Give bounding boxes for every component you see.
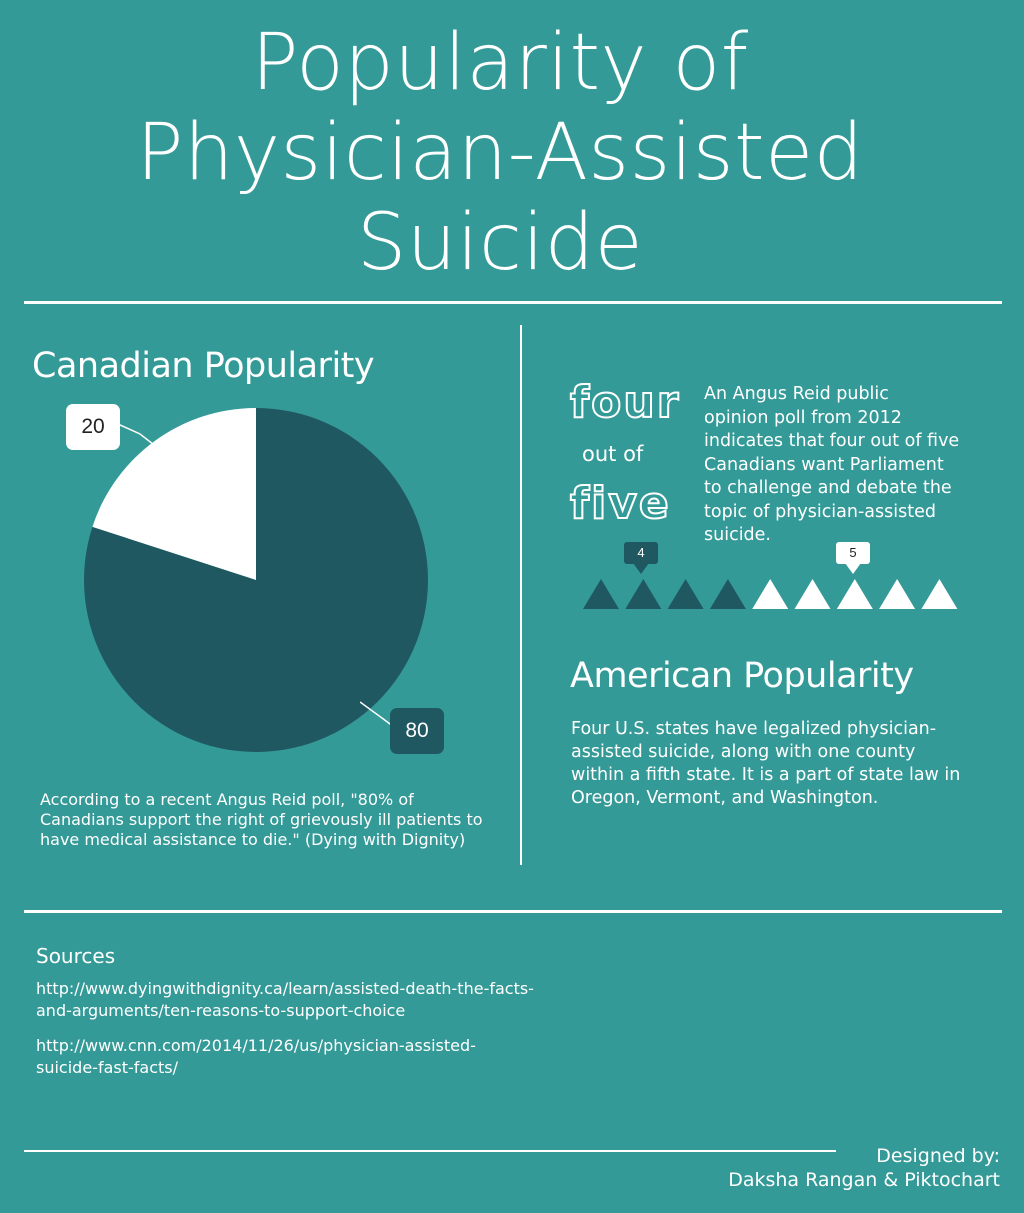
american-text-line-4: Oregon, Vermont, and Washington. bbox=[571, 788, 879, 808]
triangle-icon bbox=[710, 579, 746, 609]
title-line-2: Physician-Assisted bbox=[136, 108, 864, 198]
designer-credit bbox=[620, 1144, 1000, 1192]
american-text-line-3: within a fifth state. It is a part of state law in bbox=[571, 765, 961, 785]
triangle-icon bbox=[837, 579, 873, 609]
pictograph-badge-5 bbox=[836, 542, 870, 564]
source-link-2-line-2: suicide-fast-facts/ bbox=[36, 1058, 178, 1077]
source-link-2-line-1: http://www.cnn.com/2014/11/26/us/physician-assisted- bbox=[36, 1036, 476, 1055]
american-heading: American Popularity bbox=[570, 656, 914, 696]
source-link-1[interactable] bbox=[36, 978, 636, 1022]
title-line-1: Popularity of bbox=[251, 18, 749, 108]
page-title bbox=[0, 18, 1000, 288]
top-divider bbox=[24, 301, 1002, 304]
canadian-caption-line-2: Canadians support the right of grievously ill patients to bbox=[40, 810, 483, 829]
pictograph-data-label-4: 4 bbox=[624, 542, 658, 564]
big-word-four: four bbox=[570, 377, 681, 428]
center-divider bbox=[520, 325, 522, 865]
four-of-five-text-line-6: topic of physician-assisted bbox=[704, 501, 936, 522]
pie-callout-20 bbox=[66, 404, 120, 450]
word-out-of: out of bbox=[582, 442, 644, 466]
four-of-five-text-line-7: suicide. bbox=[704, 525, 771, 545]
canadian-heading: Canadian Popularity bbox=[32, 346, 375, 386]
triangle-icon bbox=[625, 579, 661, 609]
triangle-icon bbox=[583, 579, 619, 609]
canadian-caption bbox=[40, 790, 510, 850]
four-of-five-text-line-1: An Angus Reid public bbox=[704, 384, 889, 404]
american-text bbox=[571, 718, 1011, 810]
pie-callout-80 bbox=[390, 708, 444, 754]
canadian-caption-line-1: According to a recent Angus Reid poll, "80% of bbox=[40, 790, 414, 809]
canadian-caption-line-3: have medical assistance to die." (Dying with Dignity) bbox=[40, 830, 466, 849]
pictograph-badge-5-pointer bbox=[845, 563, 861, 575]
pie-data-label-20: 20 bbox=[66, 404, 120, 450]
pie-callout-20-pointer bbox=[118, 420, 158, 450]
source-link-1-line-2: and-arguments/ten-reasons-to-support-choice bbox=[36, 1001, 406, 1020]
triangle-icon bbox=[795, 579, 831, 609]
four-of-five-text-line-4: Canadians want Parliament bbox=[704, 454, 944, 475]
triangle-icon bbox=[879, 579, 915, 609]
four-of-five-text-line-5: to challenge and debate the bbox=[704, 478, 952, 498]
credit-line-2: Daksha Rangan & Piktochart bbox=[728, 1169, 1000, 1191]
pictograph-triangles bbox=[583, 579, 957, 609]
source-link-2[interactable] bbox=[36, 1035, 636, 1079]
title-line-3: Suicide bbox=[356, 198, 644, 288]
pictograph-badge-4 bbox=[624, 542, 658, 564]
pictograph-badge-4-pointer bbox=[633, 563, 649, 575]
source-link-1-line-1: http://www.dyingwithdignity.ca/learn/assisted-death-the-facts- bbox=[36, 979, 534, 998]
american-text-line-1: Four U.S. states have legalized physician- bbox=[571, 719, 937, 739]
american-text-line-2: assisted suicide, along with one county bbox=[571, 742, 916, 762]
triangle-icon bbox=[921, 579, 957, 609]
triangle-icon bbox=[752, 579, 788, 609]
big-word-five: five bbox=[570, 478, 671, 529]
four-of-five-text bbox=[704, 383, 1004, 548]
sources-heading: Sources bbox=[36, 944, 116, 968]
credit-line-1: Designed by: bbox=[876, 1145, 1000, 1167]
triangle-icon bbox=[668, 579, 704, 609]
four-of-five-text-line-2: opinion poll from 2012 bbox=[704, 407, 902, 428]
middle-divider bbox=[24, 910, 1002, 913]
four-of-five-text-line-3: indicates that four out of five bbox=[704, 431, 960, 451]
pictograph-data-label-5: 5 bbox=[836, 542, 870, 564]
pie-data-label-80: 80 bbox=[390, 708, 444, 754]
